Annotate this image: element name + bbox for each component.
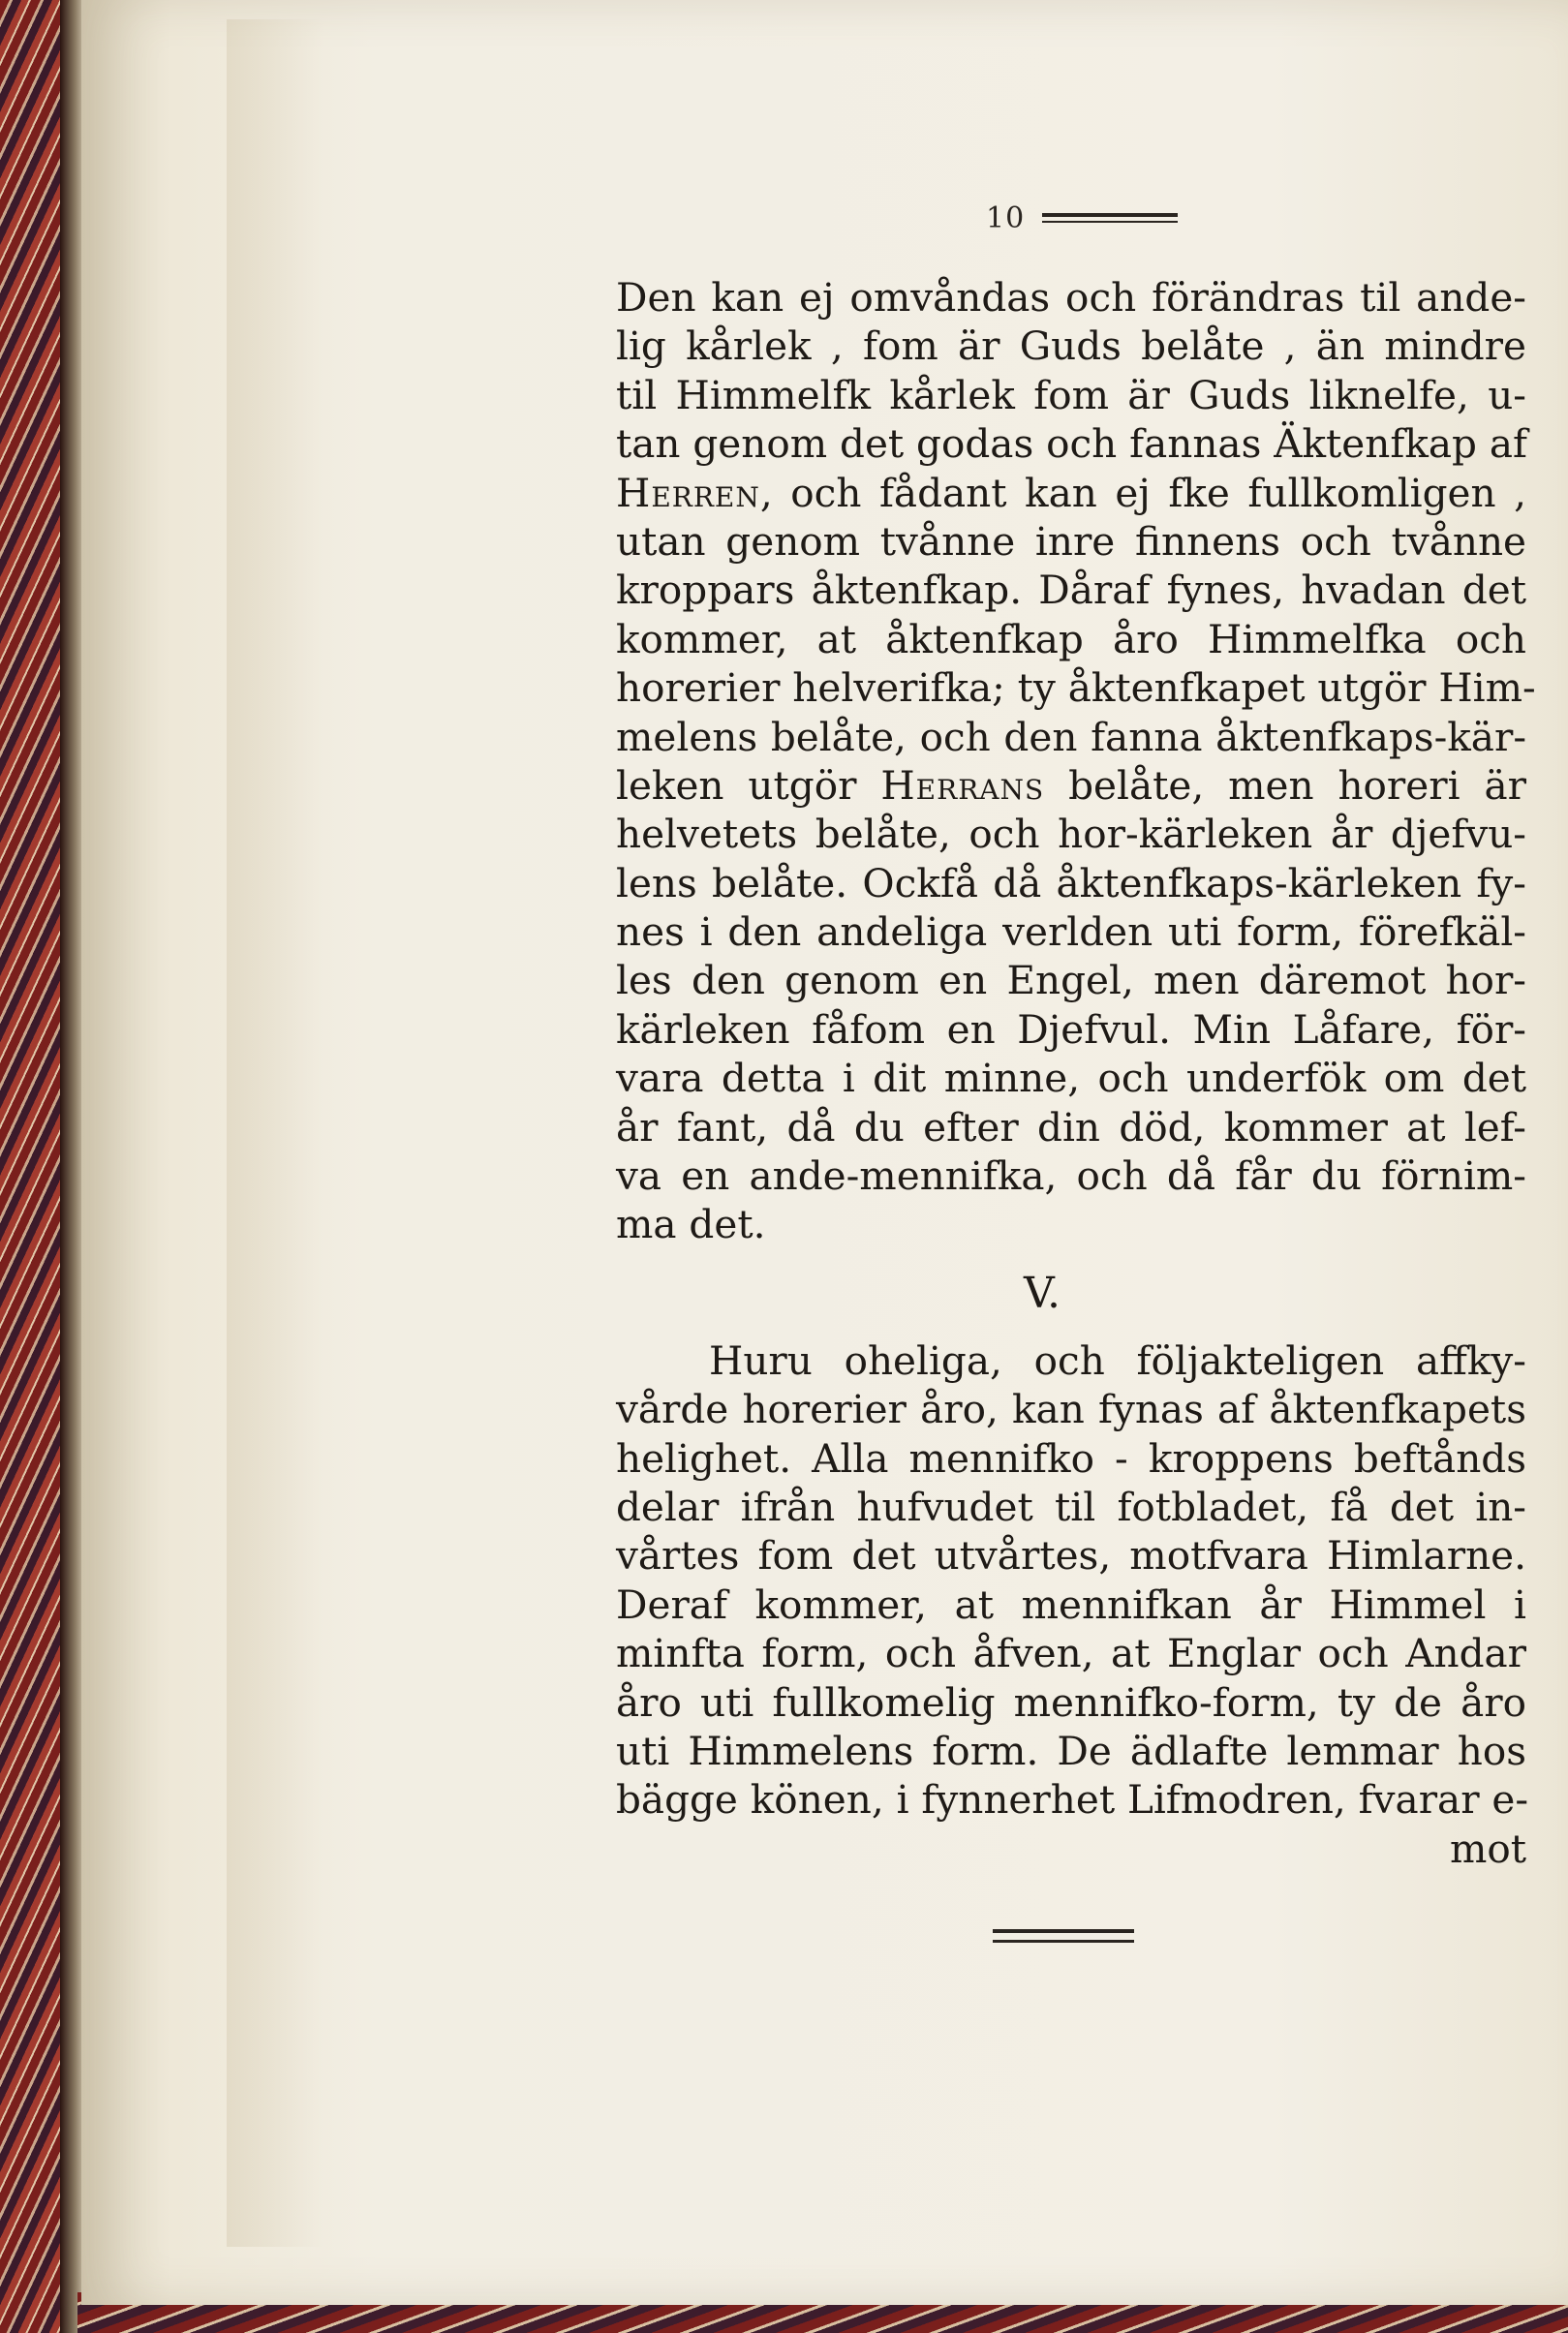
text-line: tan genom det godas och fannas Äktenfkap af (616, 420, 1527, 468)
text-line: horerier helverifka; ty åktenfkapet utgör Him- (616, 664, 1536, 712)
text-line: Huru oheliga, och följakteligen affky- (709, 1336, 1526, 1384)
bottom-rule (993, 1929, 1134, 1943)
text-line: bägge könen, i fynnerhet Lifmodren, fvarar e- (616, 1776, 1529, 1824)
text-line: Herren, och fådant kan ej fke fullkomligen , (616, 469, 1526, 516)
text-line: helighet. Alla mennifko - kroppens beftånds (616, 1434, 1526, 1482)
text-line: vara detta i dit minne, och underfök om det (616, 1055, 1526, 1102)
text-line: utan genom tvånne inre finnens och tvånne (616, 517, 1526, 565)
text-line: va en ande-mennifka, och då får du förnim- (616, 1152, 1526, 1200)
text-line: les den genom en Engel, men däremot hor- (616, 957, 1526, 1004)
head-rule (1042, 213, 1178, 223)
text-line: leken utgör Herrans belåte, men horeri är (616, 761, 1526, 809)
text-line: uti Himmelens form. De ädlafte lemmar hos (616, 1727, 1526, 1774)
text-line: kärleken fåfom en Djefvul. Min Låfare, för- (616, 1005, 1526, 1053)
text-line: delar ifrån hufvudet til fotbladet, få det in- (616, 1483, 1526, 1530)
text-line: år fant, då du efter din död, kommer at lef- (616, 1103, 1526, 1151)
paragraph-2 (616, 1336, 1529, 1825)
page-number: 10 (986, 200, 1026, 235)
text-line: melens belåte, och den fanna åktenfkaps-kär- (616, 713, 1526, 760)
catchword: mot (1449, 1825, 1526, 1872)
text-line: Deraf kommer, at mennifkan år Himmel i (616, 1581, 1526, 1628)
text-line: vårtes fom det utvårtes, motfvara Himlarne. (616, 1532, 1526, 1580)
paragraph-1 (616, 273, 1536, 1249)
text-line: vårde horerier åro, kan fynas af åktenfkapets (616, 1386, 1526, 1433)
page-fold-shadow (227, 19, 323, 2247)
small-caps-herrans: Herrans (880, 761, 1045, 809)
text-line: minfta form, och åfven, at Englar och Andar (616, 1630, 1526, 1677)
section-heading: V. (1023, 1268, 1061, 1318)
text-line: Den kan ej omvåndas och förändras til ande- (616, 274, 1526, 321)
text-line: åro uti fullkomelig mennifko-form, ty de åro (616, 1678, 1526, 1726)
text-line: lig kårlek , fom är Guds belåte , än mindre (616, 322, 1526, 370)
text-line: kommer, at åktenfkap åro Himmelfka och (616, 615, 1526, 662)
text-line: lens belåte. Ockfå då åktenfkaps-kärleken fy- (616, 859, 1526, 906)
text-line: kroppars åktenfkap. Dåraf fynes, hvadan det (616, 567, 1526, 614)
small-caps-herren: Herren (616, 469, 760, 516)
text-line: helvetets belåte, och hor-kärleken år djefvu- (616, 811, 1526, 858)
running-head (986, 199, 1180, 237)
text-block (616, 273, 1536, 1873)
text-line: ma det. (616, 1201, 766, 1248)
text-line: til Himmelfk kårlek fom är Guds liknelfe, u- (616, 371, 1526, 418)
text-line: nes i den andeliga verlden uti form, förefkäl- (616, 908, 1526, 956)
